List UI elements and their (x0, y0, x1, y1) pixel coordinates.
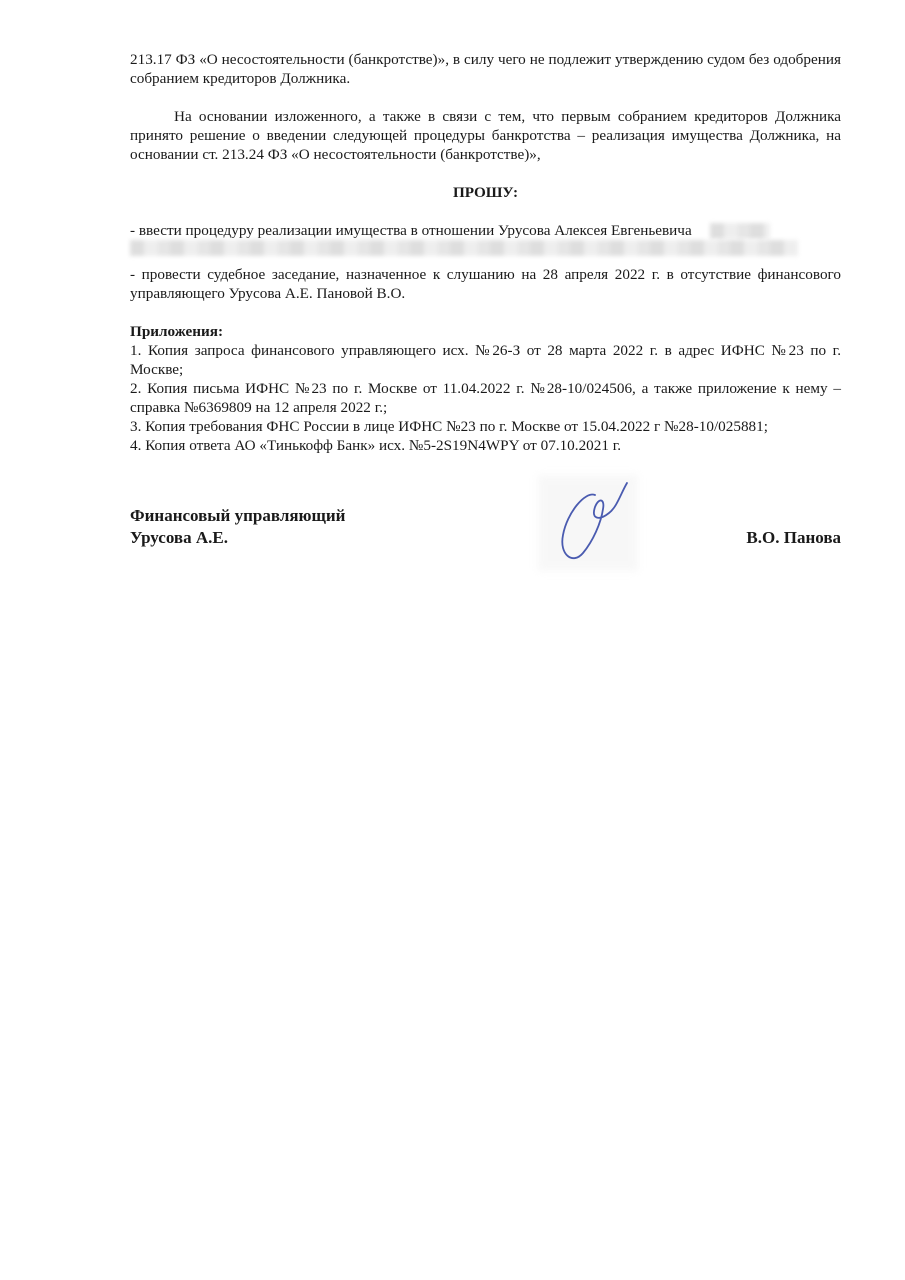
paragraph-1: 213.17 ФЗ «О несостоятельности (банкротстве)», в силу чего не подлежит утверждению судом без одобрения собранием кредиторов Должника. (130, 51, 841, 87)
request-1-text: - ввести процедуру реализации имущества в отношении Урусова Алексея Евгеньевича (130, 222, 692, 239)
paragraph-2: На основании изложенного, а также в связи с тем, что первым собранием кредиторов Должника принято решение о введении следующей процедуры банкротства – реализация имущества Должника, на основании ст. 213.24 ФЗ «О несостоятельности (банкротстве)», (130, 108, 841, 163)
document-body (130, 50, 841, 455)
attachment-item: 1. Копия запроса финансового управляющего исх. №26-З от 28 марта 2022 г. в адрес ИФНС №23 по г. Москве; (130, 342, 841, 378)
attachment-item: 2. Копия письма ИФНС №23 по г. Москве от 11.04.2022 г. №28-10/024506, а также приложение к нему – справка №6369809 на 12 апреля 2022 г.; (130, 380, 841, 416)
redacted-block (130, 240, 798, 256)
attachment-item: 3. Копия требования ФНС России в лице ИФНС №23 по г. Москве от 15.04.2022 г №28-10/025881; (130, 418, 768, 435)
request-2: - провести судебное заседание, назначенное к слушанию на 28 апреля 2022 г. в отсутствие финансового управляющего Урусова А.Е. Пановой В.О. (130, 266, 841, 302)
request-heading: ПРОШУ: (452, 184, 519, 201)
attachments-title: Приложения: (130, 323, 224, 340)
redacted-line (130, 240, 841, 261)
redacted-block (710, 223, 770, 239)
signatory-left (130, 505, 345, 549)
signature-block (130, 505, 841, 585)
signatory-position: Финансовый управляющий (130, 506, 346, 525)
signatory-debtor: Урусова А.Е. (130, 528, 228, 547)
request-1 (130, 221, 841, 261)
attachment-item: 4. Копия ответа АО «Тинькофф Банк» исх. №5-2S19N4WPY от 07.10.2021 г. (130, 437, 622, 454)
handwritten-signature (555, 473, 645, 573)
signatory-name: В.О. Панова (746, 528, 841, 547)
